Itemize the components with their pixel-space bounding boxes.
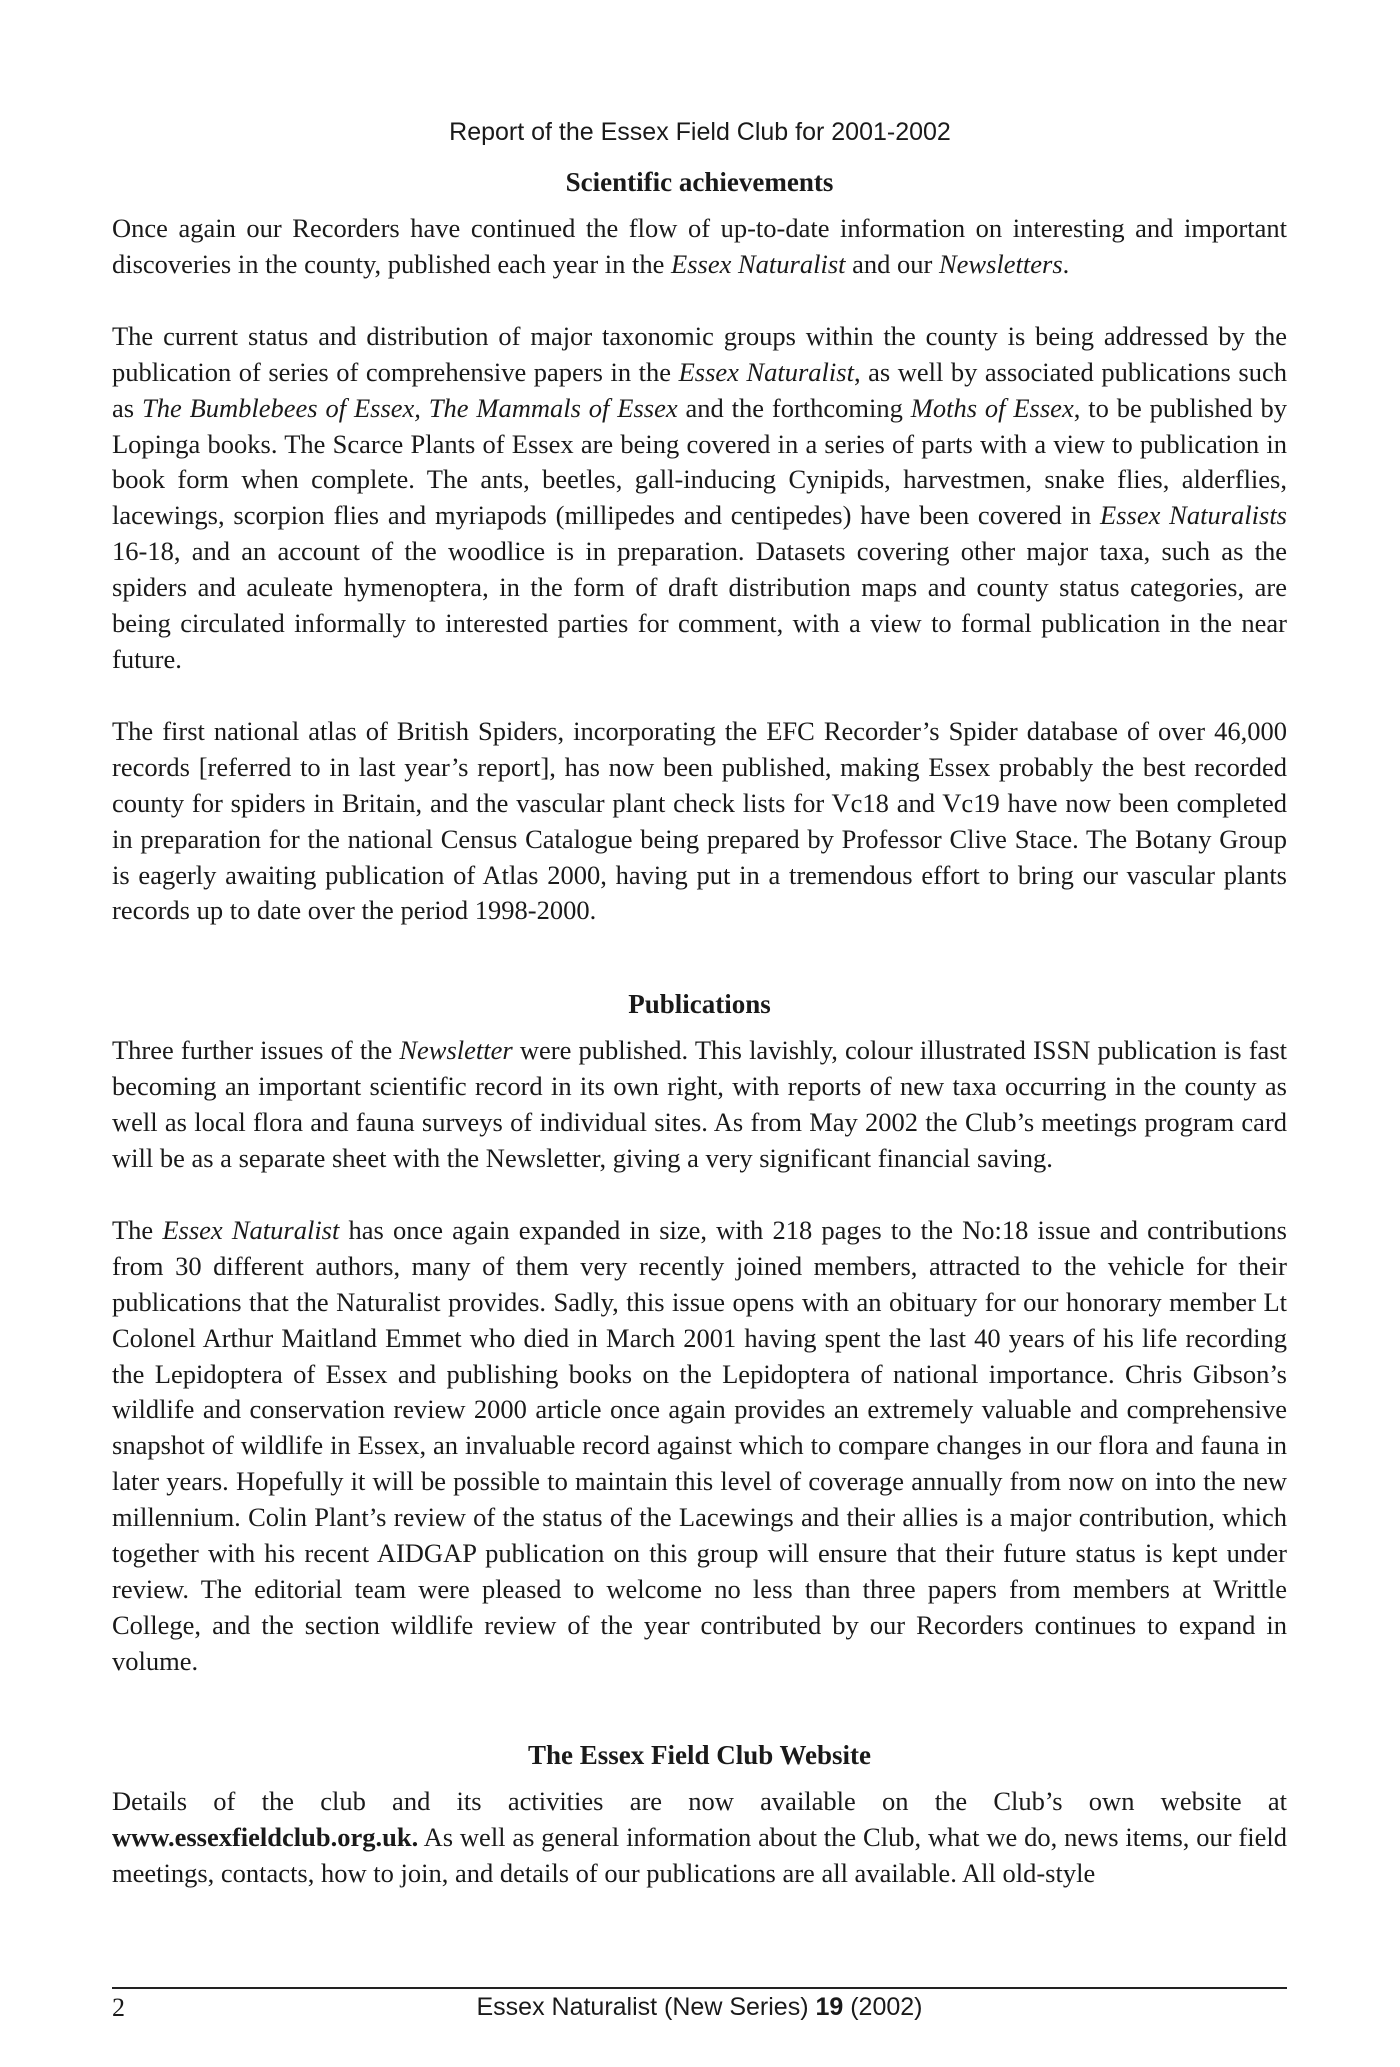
journal-citation: Essex Naturalist (New Series) 19 (2002) xyxy=(476,1993,923,2021)
paragraph-website-1: Details of the club and its activities are now available on the Club’s own website at www.essexfieldclub.org.uk. As well as general information about the Club, what we do, news items, our field meetings, contacts, how to join, and details of our publications are all available. All old-style xyxy=(112,1785,1287,1888)
section-heading-website: The Essex Field Club Website xyxy=(527,1739,872,1770)
website-url[interactable]: www.essexfieldclub.org.uk. xyxy=(112,1821,419,1852)
page-content xyxy=(112,165,1287,1891)
running-header: Report of the Essex Field Club for 2001-2002 xyxy=(449,118,951,146)
paragraph-publications-2: The Essex Naturalist has once again expanded in size, with 218 pages to the No:18 issue and contributions from 30 different authors, many of them very recently joined members, attracted to the vehicle for their publications that the Naturalist provides. Sadly, this issue opens with an obituary for our honorary member Lt Colonel Arthur Maitland Emmet who died in March 2001 having spent the last 40 years of his life recording the Lepidoptera of Essex and publishing books on the Lepidoptera of national importance. Chris Gibson’s wildlife and conservation review 2000 article once again provides an extremely valuable and comprehensive snapshot of wildlife in Essex, an invaluable record against which to compare changes in our flora and fauna in later years. Hopefully it will be possible to maintain this level of coverage annually from now on into the new millennium. Colin Plant’s review of the status of the Lacewings and their allies is a major contribution, which together with his recent AIDGAP publication on this group will ensure that their future status is kept under review. The editorial team were pleased to welcome no less than three papers from members at Writtle College, and the section wildlife review of the year contributed by our Recorders continues to expand in volume. xyxy=(112,1214,1287,1676)
section-heading-scientific: Scientific achievements xyxy=(565,167,834,197)
page-number: 2 xyxy=(112,1993,125,2022)
paragraph-publications-1: Three further issues of the Newsletter were published. This lavishly, colour illustrated ISSN publication is fast becoming an important scientific record in its own right, with reports of new taxa occurring in the county as well as local flora and fauna surveys of individual sites. As from May 2002 the Club’s meetings program card will be as a separate sheet with the Newsletter, giving a very significant financial saving. xyxy=(112,1035,1287,1174)
paragraph-scientific-3: The first national atlas of British Spiders, incorporating the EFC Recorder’s Spider database of over 46,000 records [referred to in last year’s report], has now been published, making Essex probably the best recorded county for spiders in Britain, and the vascular plant check lists for Vc18 and Vc19 have now been completed in preparation for the national Census Catalogue being prepared by Professor Clive Stace. The Botany Group is eagerly awaiting publication of Atlas 2000, having put in a tremendous effort to bring our vascular plants records up to date over the period 1998-2000. xyxy=(112,715,1287,926)
page-footer xyxy=(112,1993,1287,2029)
footer-divider xyxy=(112,1987,1287,1989)
paragraph-scientific-1: Once again our Recorders have continued the flow of up-to-date information on interesting and important discoveries in the county, published each year in the Essex Naturalist and our Newsletters. xyxy=(112,213,1287,279)
paragraph-scientific-2: The current status and distribution of major taxonomic groups within the county is being addressed by the publication of series of comprehensive papers in the Essex Naturalist, as well by associated publications such as The Bumblebees of Essex, The Mammals of Essex and the forthcoming Moths of Essex, to be published by Lopinga books. The Scarce Plants of Essex are being covered in a series of parts with a view to publication in book form when complete. The ants, beetles, gall-inducing Cynipids, harvestmen, snake flies, alderflies, lacewings, scorpion flies and myriapods (millipedes and centipedes) have been covered in Essex Naturalists 16-18, and an account of the woodlice is in preparation. Datasets covering other major taxa, such as the spiders and aculeate hymenoptera, in the form of draft distribution maps and county status categories, are being circulated informally to interested parties for comment, with a view to formal publication in the near future. xyxy=(112,320,1288,674)
section-heading-publications: Publications xyxy=(628,989,771,1020)
